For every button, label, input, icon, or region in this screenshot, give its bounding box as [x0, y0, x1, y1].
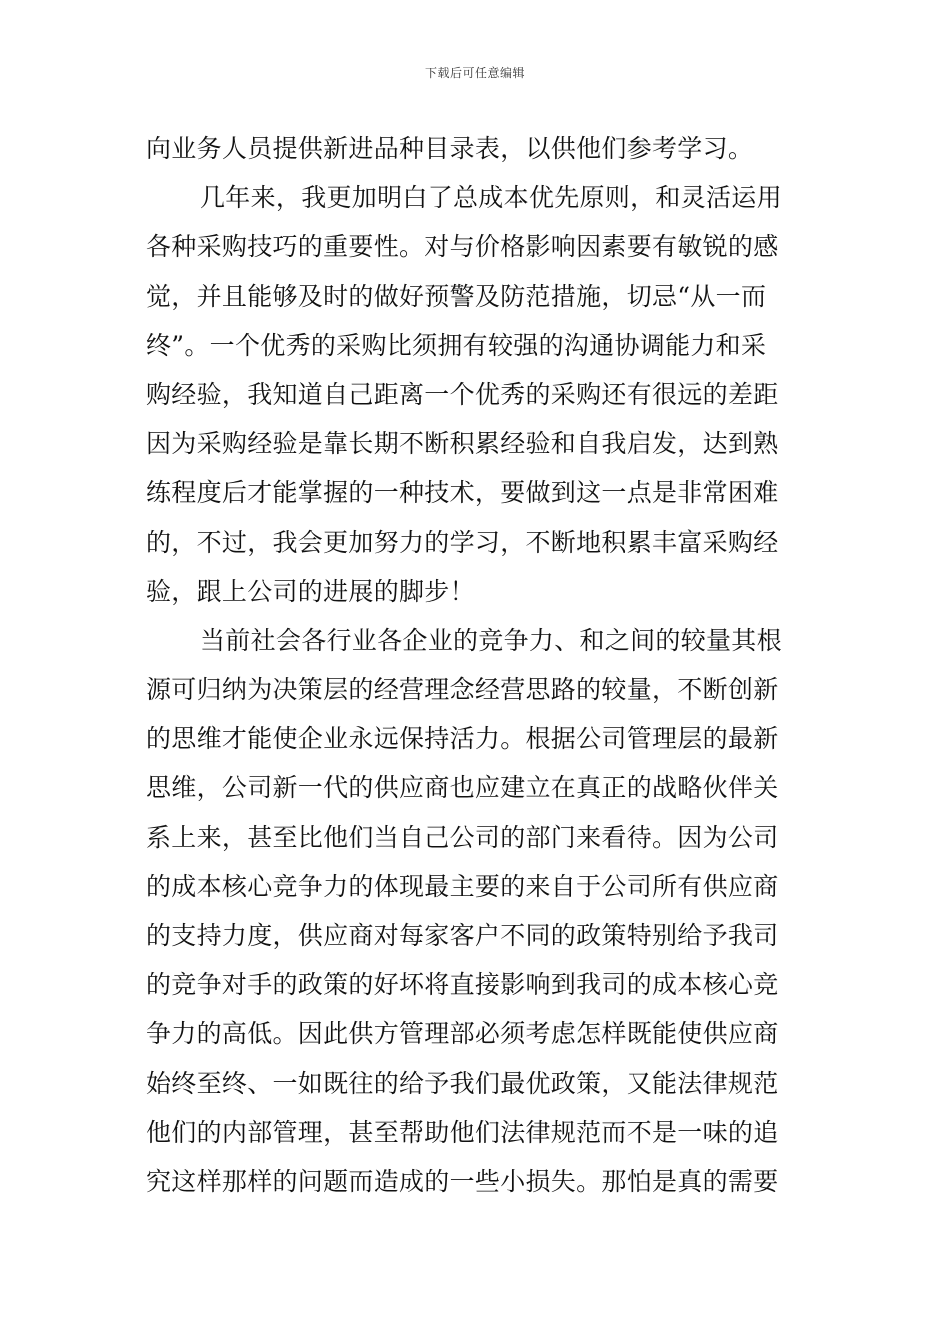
paragraph-3-line-6: 的成本核心竞争力的体现最主要的来自于公司所有供应商	[146, 871, 779, 901]
paragraph-3-line-1: 当前社会各行业各企业的竞争力、和之间的较量其根	[200, 625, 782, 655]
paragraph-3-line-4: 思维，公司新一代的供应商也应建立在真正的战略伙伴关	[146, 773, 779, 803]
paragraph-3-line-8: 的竞争对手的政策的好坏将直接影响到我司的成本核心竞	[146, 970, 779, 1000]
paragraph-3-line-7: 的支持力度，供应商对每家客户不同的政策特别给予我司	[146, 921, 779, 950]
paragraph-2-line-7: 练程度后才能掌握的一种技术，要做到这一点是非常困难	[146, 478, 779, 508]
document-body	[146, 124, 816, 1206]
paragraph-3-line-3: 的思维才能使企业永远保持活力。根据公司管理层的最新	[146, 724, 779, 754]
paragraph-2-line-8: 的，不过，我会更加努力的学习，不断地积累丰富采购经	[146, 527, 779, 557]
paragraph-2-line-2: 各种采购技巧的重要性。对与价格影响因素要有敏锐的感	[146, 232, 779, 262]
paragraph-2-line-5: 购经验，我知道自己距离一个优秀的采购还有很远的差距	[146, 379, 779, 409]
paragraph-1-line-1: 向业务人员提供新进品种目录表，以供他们参考学习。	[146, 134, 754, 163]
paragraph-3-line-11: 他们的内部管理，甚至帮助他们法律规范而不是一味的追	[146, 1117, 779, 1147]
paragraph-3-line-10: 始终至终、一如既往的给予我们最优政策，又能法律规范	[146, 1068, 779, 1098]
paragraph-2-line-4: 终”。一个优秀的采购比须拥有较强的沟通协调能力和采	[146, 330, 767, 360]
paragraph-2-line-3: 觉，并且能够及时的做好预警及防范措施，切忌“从一而	[146, 281, 767, 311]
paragraph-3-line-12: 究这样那样的问题而造成的一些小损失。那怕是真的需要	[146, 1166, 779, 1196]
paragraph-3-line-2: 源可归纳为决策层的经营理念经营思路的较量，不断创新	[146, 675, 779, 705]
paragraph-3-line-9: 争力的高低。因此供方管理部必须考虑怎样既能使供应商	[146, 1019, 779, 1049]
paragraph-2-line-9: 验，跟上公司的进展的脚步！	[146, 576, 475, 606]
page-header: 下载后可任意编辑	[424, 66, 525, 80]
paragraph-2-line-1: 几年来，我更加明白了总成本优先原则，和灵活运用	[200, 183, 782, 213]
paragraph-2-line-6: 因为采购经验是靠长期不断积累经验和自我启发，达到熟	[146, 429, 779, 459]
paragraph-3-line-5: 系上来，甚至比他们当自己公司的部门来看待。因为公司	[146, 822, 779, 852]
